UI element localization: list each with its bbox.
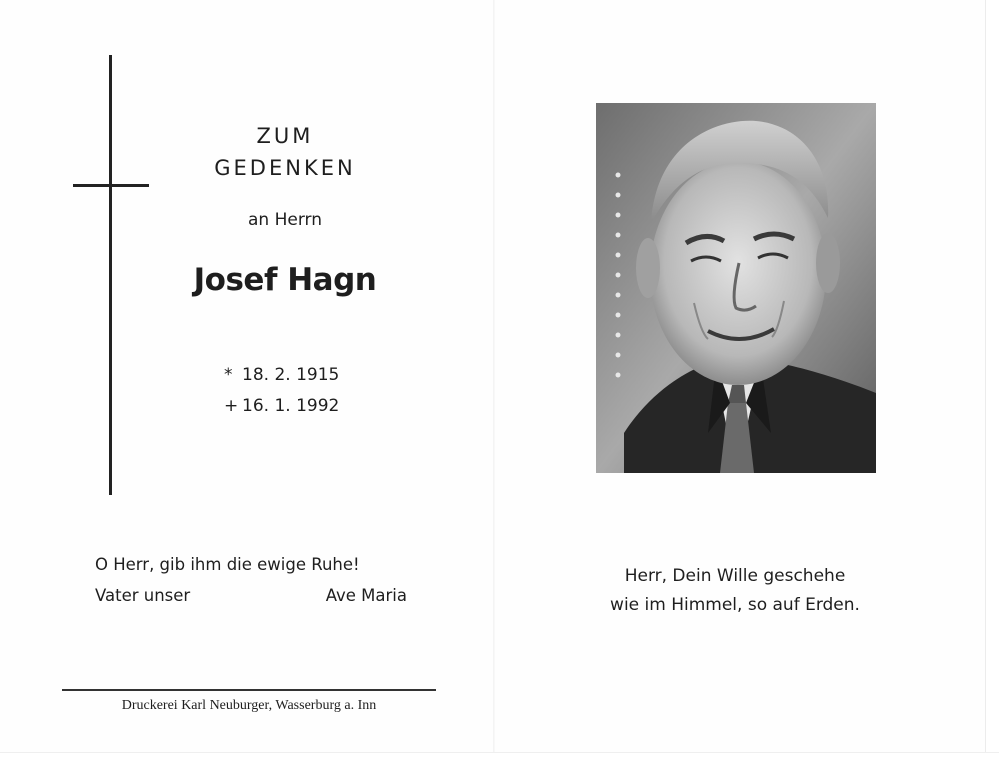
salutation: an Herrn	[248, 210, 322, 230]
quote-line-1: Herr, Dein Wille geschehe	[624, 566, 846, 586]
prayer-ave-maria: Ave Maria	[325, 586, 407, 605]
heading-line-2: GEDENKEN	[214, 156, 356, 180]
cross-icon-bar	[73, 184, 149, 187]
cross-icon	[109, 55, 112, 495]
prayer-line-2	[95, 586, 407, 605]
footer-rule	[62, 689, 436, 691]
page-edge	[985, 0, 999, 768]
death-symbol: +	[224, 396, 239, 416]
prayer-line-1: O Herr, gib ihm die ewige Ruhe!	[95, 555, 360, 574]
death-date: 16. 1. 1992	[242, 396, 340, 416]
death-date-row	[224, 396, 339, 416]
birth-date-row	[224, 365, 339, 385]
deceased-name: Josef Hagn	[193, 262, 377, 298]
quote-line-2: wie im Himmel, so auf Erden.	[610, 595, 860, 615]
prayer-vater-unser: Vater unser	[95, 586, 191, 605]
printer-imprint: Druckerei Karl Neuburger, Wasserburg a. Inn	[121, 698, 377, 713]
page-edge-bottom	[0, 752, 999, 769]
portrait-photo	[596, 103, 876, 473]
card-fold	[493, 0, 495, 768]
heading-line-1: ZUM	[256, 124, 314, 148]
birth-symbol: *	[224, 365, 233, 385]
birth-date: 18. 2. 1915	[242, 365, 340, 385]
